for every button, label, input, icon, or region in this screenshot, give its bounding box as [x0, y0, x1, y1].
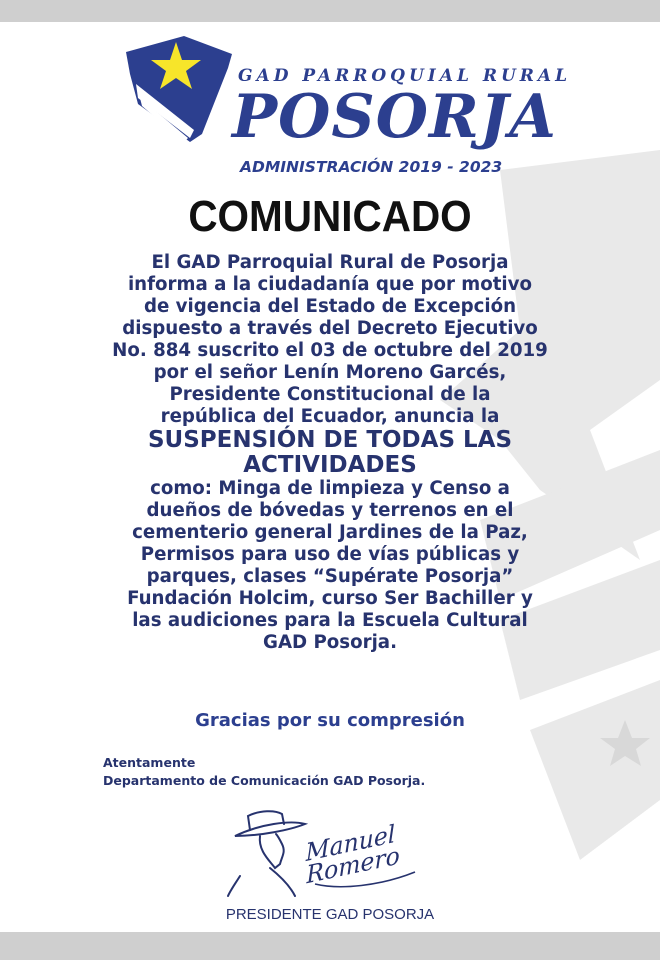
- body-line: por el señor Lenín Moreno Garcés,: [153, 362, 507, 383]
- body-line: república del Ecuador, anuncia la: [160, 406, 500, 427]
- org-line: GAD PARROQUIAL RURAL: [238, 66, 572, 86]
- administration-period: ADMINISTRACIÓN 2019 - 2023: [240, 158, 503, 176]
- body-line: El GAD Parroquial Rural de Posorja: [151, 252, 509, 273]
- body-line: parques, clases “Supérate Posorja”: [146, 566, 514, 587]
- signature-name: Manuel Romero: [305, 819, 401, 890]
- announcement-body: [60, 252, 600, 654]
- body-line: Fundación Holcim, curso Ser Bachiller y: [127, 588, 533, 609]
- department: Departamento de Comunicación GAD Posorja.: [103, 773, 426, 788]
- signatory-role: PRESIDENTE GAD POSORJA: [225, 906, 435, 923]
- body-line: dispuesto a través del Decreto Ejecutivo: [122, 318, 538, 339]
- posorja-shield-logo: [124, 34, 234, 144]
- highlight-line: SUSPENSIÓN DE TODAS LAS: [147, 427, 513, 453]
- body-line: como: Minga de limpieza y Censo a: [150, 478, 510, 499]
- org-name: POSORJA: [232, 82, 557, 152]
- highlight-line: ACTIVIDADES: [243, 452, 417, 478]
- closing: [103, 754, 425, 790]
- bottom-border: [0, 932, 660, 960]
- body-line: las audiciones para la Escuela Cultural: [132, 610, 528, 631]
- body-line: informa a la ciudadanía que por motivo: [127, 274, 533, 295]
- body-line: dueños de bóvedas y terrenos en el: [146, 500, 514, 521]
- body-line: de vigencia del Estado de Excepción: [143, 296, 517, 317]
- body-line: No. 884 suscrito el 03 de octubre del 2019: [112, 340, 548, 361]
- thanks-text: Gracias por su compresión: [195, 710, 465, 731]
- body-line: Presidente Constitucional de la: [169, 384, 491, 405]
- body-line: cementerio general Jardines de la Paz,: [132, 522, 528, 543]
- salutation: Atentamente: [103, 755, 196, 770]
- body-line: GAD Posorja.: [263, 632, 397, 653]
- body-line: Permisos para uso de vías públicas y: [140, 544, 520, 565]
- page-title: COMUNICADO: [188, 192, 472, 241]
